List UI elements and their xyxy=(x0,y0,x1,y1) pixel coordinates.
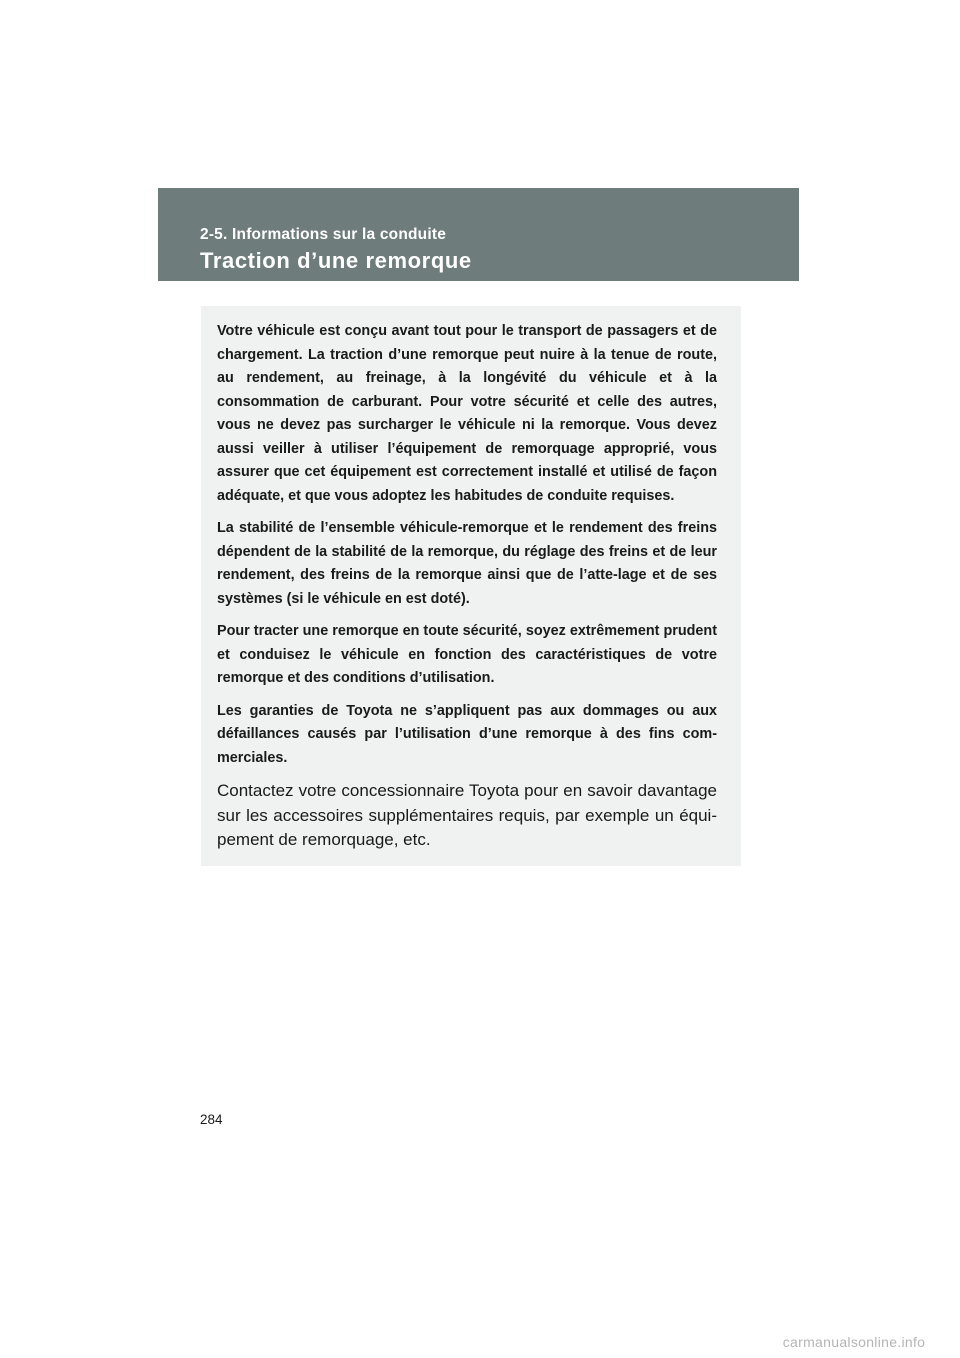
page-title: Traction d’une remorque xyxy=(200,248,472,273)
intro-paragraph-4: Les garanties de Toyota ne s’appliquent pas aux dommages ou aux défaillances causés par l’utilisation d’une remorque à des fins com-merciales. xyxy=(217,702,717,766)
dealer-contact-paragraph: Contactez votre concessionnaire Toyota pour en savoir davantage sur les accessoires supplémentaires requis, par exemple un équi-pement de remorquage, etc. xyxy=(217,781,717,849)
intro-paragraph-2: La stabilité de l’ensemble véhicule-remorque et le rendement des freins dépendent de la stabilité de la remorque, du réglage des freins et de leur rendement, des freins de la remorque ainsi que de l’atte-lage et de ses systèmes (si le véhicule en est doté). xyxy=(217,520,717,607)
intro-paragraph-3: Pour tracter une remorque en toute sécurité, soyez extrêmement prudent et conduisez le véhicule en fonction des caractéristiques de votre remorque et des conditions d’utilisation. xyxy=(217,623,717,686)
info-box xyxy=(201,306,741,866)
section-label: 2-5. Informations sur la conduite xyxy=(200,226,447,243)
section-header-band xyxy=(158,188,799,281)
intro-paragraph-1: Votre véhicule est conçu avant tout pour le transport de passagers et de chargement. La traction d’une remorque peut nuire à la tenue de route, au rendement, au freinage, à la longévité du véhicule et à la consommation de carburant. Pour votre sécurité et celle des autres, vous ne devez pas surcharger le véhicule ni la remorque. Vous devez aussi veiller à utiliser l’équipement de remorquage approprié, vous assurer que cet équipement est correctement installé et utilisé de façon adéquate, et que vous adoptez les habitudes de conduite requises. xyxy=(217,323,717,504)
page-number: 284 xyxy=(200,1112,223,1127)
watermark: carmanualsonline.info xyxy=(782,1334,926,1350)
